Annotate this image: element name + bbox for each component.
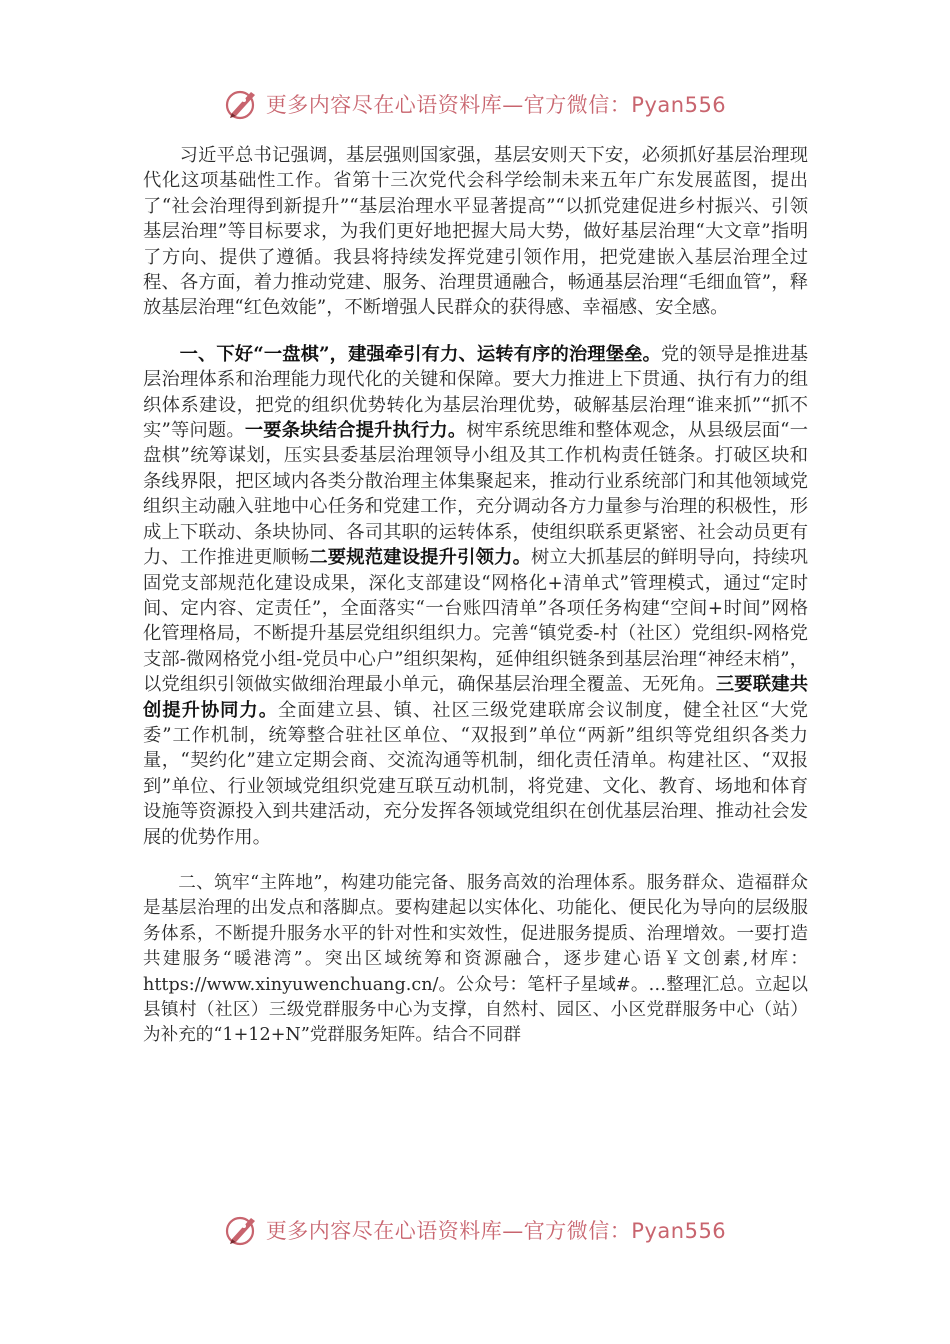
section-one-text-3: 树立大抓基层的鲜明导向，持续巩固党支部规范化建设成果，深化支部建设“网格化+清单式”管理模式，通过“定时间、定内容、定责任”，全面落实“一台账四清单”各项任务构建“空间+时间”网格化管理格局，不断提升基层党组织组织力。完善“镇党委-村（社区）党组织-网格党支部-微网格党小组-党员中心户”组织架构，延伸组织链条到基层治理“神经末梢”，以党组织引领做实做细治理最小单元，确保基层治理全覆盖、无死角。 bbox=[143, 547, 809, 696]
paragraph-section-one bbox=[143, 342, 808, 850]
pen-logo-icon bbox=[224, 1212, 260, 1248]
section-one-text-1: 党的领导是推进基层治理体系和治理能力现代化的关键和保障。要大力推进上下贯通、执行有力的组织体系建设，把党的组织优势转化为基层治理优势，破解基层治理“谁来抓”“抓不实”等问题。 bbox=[143, 343, 808, 442]
section-one-point-3: 三要联建共创提升协同力。 bbox=[143, 674, 809, 721]
header-banner-text: 更多内容尽在心语资料库—官方微信：Pyan556 bbox=[265, 93, 727, 117]
section-one-point-1: 一要条块结合提升执行力。 bbox=[244, 420, 467, 442]
footer-banner-text: 更多内容尽在心语资料库—官方微信：Pyan556 bbox=[265, 1219, 727, 1243]
paragraph-section-two: 二、筑牢“主阵地”，构建功能完备、服务高效的治理体系。服务群众、造福群众是基层治理的出发点和落脚点。要构建起以实体化、功能化、便民化为导向的层级服务体系，不断提升服务水平的针对性和实效性，促进服务提质、治理增效。一要打造共建服务“暖港湾”。突出区域统筹和资源融合，逐步建心语￥文创素,材库：https://www.xinyuwenchuang.cn/。公众号：笔杆子星域#。…整理汇总。立起以县镇村（社区）三级党群服务中心为支撑，自然村、园区、小区党群服务中心（站）为补充的“1+12+N”党群服务矩阵。结合不同群 bbox=[143, 872, 808, 1046]
paragraph-intro: 习近平总书记强调，基层强则国家强，基层安则天下安，必须抓好基层治理现代化这项基础性工作。省第十三次党代会科学绘制未来五年广东发展蓝图，提出了“社会治理得到新提升”“基层治理水平显著提高”“以抓党建促进乡村振兴、引领基层治理”等目标要求，为我们更好地把握大局大势，做好基层治理“大文章”指明了方向、提供了遵循。我县将持续发挥党建引领作用，把党建嵌入基层治理全过程、各方面，着力推动党建、服务、治理贯通融合，畅通基层治理“毛细血管”，释放基层治理“红色效能”，不断增强人民群众的获得感、幸福感、安全感。 bbox=[143, 145, 808, 319]
footer-banner bbox=[0, 1210, 950, 1250]
section-one-point-2: 二要规范建设提升引领力。 bbox=[309, 547, 532, 569]
pen-logo-icon bbox=[224, 86, 260, 122]
section-one-heading: 一、下好“一盘棋”，建强牵引有力、运转有序的治理堡垒。 bbox=[179, 343, 661, 365]
header-banner bbox=[0, 84, 950, 124]
article-body bbox=[143, 143, 808, 1049]
section-one-text-4: 全面建立县、镇、社区三级党建联席会议制度，健全社区“大党委”工作机制，统筹整合驻社区单位、“双报到”单位“两新”组织等党组织各类力量，“契约化”建立定期会商、交流沟通等机制，细化责任清单。构建社区、“双报到”单位、行业领域党组织党建互联互动机制，将党建、文化、教育、场地和体育设施等资源投入到共建活动，充分发挥各领域党组织在创优基层治理、推动社会发展的优势作用。 bbox=[143, 699, 809, 848]
section-one-text-2: 树牢系统思维和整体观念，从县级层面“一盘棋”统筹谋划，压实县委基层治理领导小组及其工作机构责任链条。打破区块和条线界限，把区域内各类分散治理主体集聚起来，推动行业系统部门和其他领域党组织主动融入驻地中心任务和党建工作，充分调动各方力量参与治理的积极性，形成上下联动、条块协同、各司其职的运转体系，使组织联系更紧密、社会动员更有力、工作推进更顺畅 bbox=[143, 420, 808, 569]
